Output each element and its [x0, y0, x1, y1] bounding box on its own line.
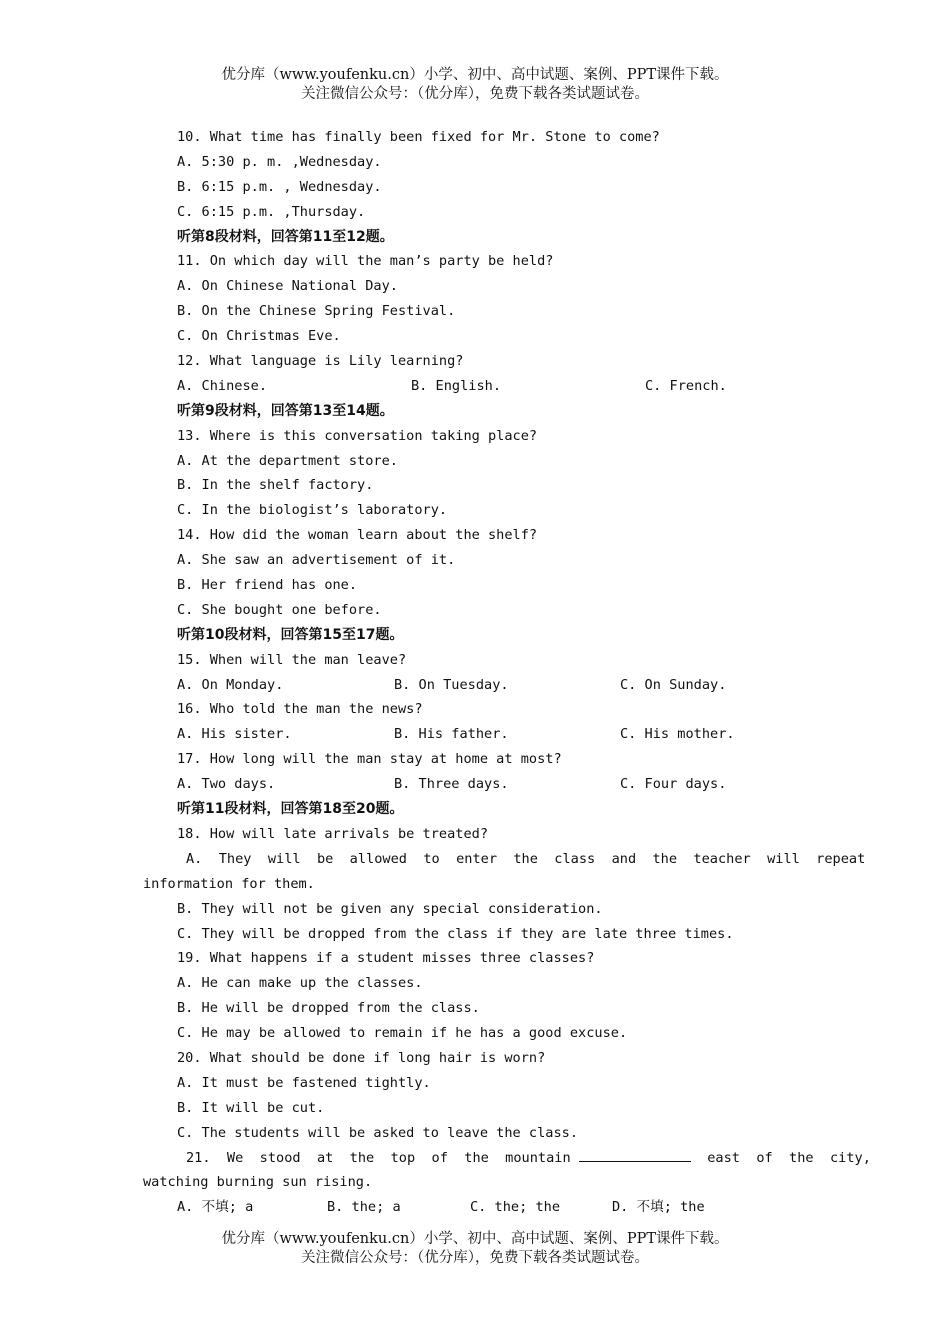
line-text: 18. How will late arrivals be treated?	[177, 825, 488, 842]
line-text: B. 6:15 p.m. , Wednesday.	[177, 178, 382, 195]
exam-line	[0, 324, 950, 349]
line-text: C. In the biologist’s laboratory.	[177, 502, 448, 519]
line-text: 听第8段材料，回答第11至12题。	[177, 228, 394, 245]
answer-blank	[579, 1147, 691, 1162]
exam-line	[0, 523, 950, 548]
exam-line	[0, 299, 950, 324]
line-text: 21. We stood at the top of the mountain east of the city,	[186, 1146, 871, 1171]
line-text: 17. How long will the man stay at home at most?	[177, 751, 562, 768]
line-text: 10. What time has finally been fixed for Mr. Stone to come?	[177, 129, 660, 145]
exam-line	[0, 125, 950, 150]
exam-line	[0, 996, 950, 1021]
line-text: 听第10段材料，回答第15至17题。	[177, 626, 404, 643]
option-text: B. His father.	[394, 726, 509, 743]
exam-line	[0, 922, 950, 947]
exam-line	[0, 424, 950, 449]
exam-line	[0, 473, 950, 498]
exam-line	[0, 449, 950, 474]
line-text: 12. What language is Lily learning?	[177, 353, 464, 370]
exam-line	[0, 946, 950, 971]
option-text: B. Three days.	[394, 776, 509, 793]
line-text: A. At the department store.	[177, 452, 398, 469]
exam-line	[0, 150, 950, 175]
footer-line-1: 优分库（www.youfenku.cn）小学、初中、高中试题、案例、PPT课件下载。	[221, 1231, 729, 1247]
line-text: 14. How did the woman learn about the shelf?	[177, 527, 538, 544]
line-text: 20. What should be done if long hair is worn?	[177, 1049, 546, 1066]
section-heading	[0, 797, 950, 822]
option-text: B. On Tuesday.	[394, 676, 509, 693]
header-line-2: 关注微信公众号：（优分库），免费下载各类试题试卷。	[301, 86, 649, 102]
line-text: A. 5:30 p. m. ,Wednesday.	[177, 153, 382, 170]
page-header	[0, 66, 950, 104]
exam-line	[0, 1170, 950, 1195]
line-text-after-blank: east of the city,	[690, 1149, 871, 1166]
line-text: A. It must be fastened tightly.	[177, 1074, 431, 1091]
line-text: A. Chinese.	[177, 377, 268, 394]
exam-line	[0, 374, 950, 399]
line-text: C. The students will be asked to leave the class.	[177, 1124, 579, 1141]
line-text: B. It will be cut.	[177, 1099, 325, 1116]
line-text: C. 6:15 p.m. ,Thursday.	[177, 203, 366, 220]
line-text: 听第11段材料，回答第18至20题。	[177, 801, 404, 818]
line-text: A. On Chinese National Day.	[177, 278, 398, 295]
option-text: C. the; the	[470, 1199, 561, 1216]
exam-line	[0, 1046, 950, 1071]
line-text: A. 不填; a	[177, 1199, 254, 1216]
line-text: watching burning sun rising.	[143, 1174, 373, 1191]
header-line-1: 优分库（www.youfenku.cn）小学、初中、高中试题、案例、PPT课件下载。	[221, 67, 729, 83]
exam-line	[0, 971, 950, 996]
exam-content	[0, 125, 950, 1220]
exam-line	[0, 1195, 950, 1220]
line-text: B. He will be dropped from the class.	[177, 1000, 480, 1017]
line-text: information for them.	[143, 875, 315, 892]
exam-line	[0, 673, 950, 698]
exam-line	[0, 200, 950, 225]
exam-line	[0, 1021, 950, 1046]
section-heading	[0, 399, 950, 424]
exam-line	[0, 847, 950, 872]
line-text: A. She saw an advertisement of it.	[177, 552, 456, 569]
exam-line	[0, 872, 950, 897]
line-text: A. They will be allowed to enter the class and the teacher will repeat	[186, 850, 866, 867]
line-text: C. On Christmas Eve.	[177, 328, 341, 345]
option-text: C. On Sunday.	[620, 676, 727, 693]
line-text: C. They will be dropped from the class if they are late three times.	[177, 925, 734, 942]
exam-line	[0, 1121, 950, 1146]
exam-line	[0, 822, 950, 847]
exam-line	[0, 498, 950, 523]
option-text: C. His mother.	[620, 726, 735, 743]
option-text: C. Four days.	[620, 776, 727, 793]
line-text: A. He can make up the classes.	[177, 975, 423, 992]
exam-line	[0, 598, 950, 623]
footer-line-2: 关注微信公众号：（优分库），免费下载各类试题试卷。	[301, 1250, 649, 1266]
exam-line	[0, 573, 950, 598]
line-text: B. In the shelf factory.	[177, 477, 374, 494]
line-text: A. On Monday.	[177, 676, 284, 693]
exam-line	[0, 349, 950, 374]
line-text: B. They will not be given any special consideration.	[177, 900, 603, 917]
line-text: C. He may be allowed to remain if he has a good excuse.	[177, 1025, 628, 1042]
section-heading	[0, 225, 950, 250]
line-text: 19. What happens if a student misses three classes?	[177, 950, 595, 967]
line-text: A. His sister.	[177, 726, 292, 743]
exam-line	[0, 1071, 950, 1096]
exam-line	[0, 747, 950, 772]
option-text: B. the; a	[327, 1199, 401, 1216]
exam-line	[0, 648, 950, 673]
section-heading	[0, 623, 950, 648]
line-text: B. Her friend has one.	[177, 577, 358, 594]
page-footer	[0, 1230, 950, 1268]
exam-line	[0, 1146, 950, 1171]
line-text: 11. On which day will the man’s party be held?	[177, 253, 554, 270]
line-text: 16. Who told the man the news?	[177, 701, 423, 718]
exam-line	[0, 548, 950, 573]
exam-line	[0, 274, 950, 299]
line-text: A. Two days.	[177, 776, 276, 793]
line-text: B. On the Chinese Spring Festival.	[177, 303, 456, 320]
exam-line	[0, 249, 950, 274]
exam-line	[0, 1096, 950, 1121]
exam-line	[0, 772, 950, 797]
line-text: C. She bought one before.	[177, 601, 382, 618]
exam-line	[0, 722, 950, 747]
option-text: C. French.	[645, 377, 727, 394]
line-text: 13. Where is this conversation taking place?	[177, 427, 538, 444]
line-text: 听第9段材料，回答第13至14题。	[177, 402, 394, 419]
exam-line	[0, 697, 950, 722]
exam-line	[0, 897, 950, 922]
exam-line	[0, 175, 950, 200]
option-text: D. 不填; the	[612, 1199, 705, 1216]
line-text: 15. When will the man leave?	[177, 651, 407, 668]
option-text: B. English.	[411, 377, 502, 394]
